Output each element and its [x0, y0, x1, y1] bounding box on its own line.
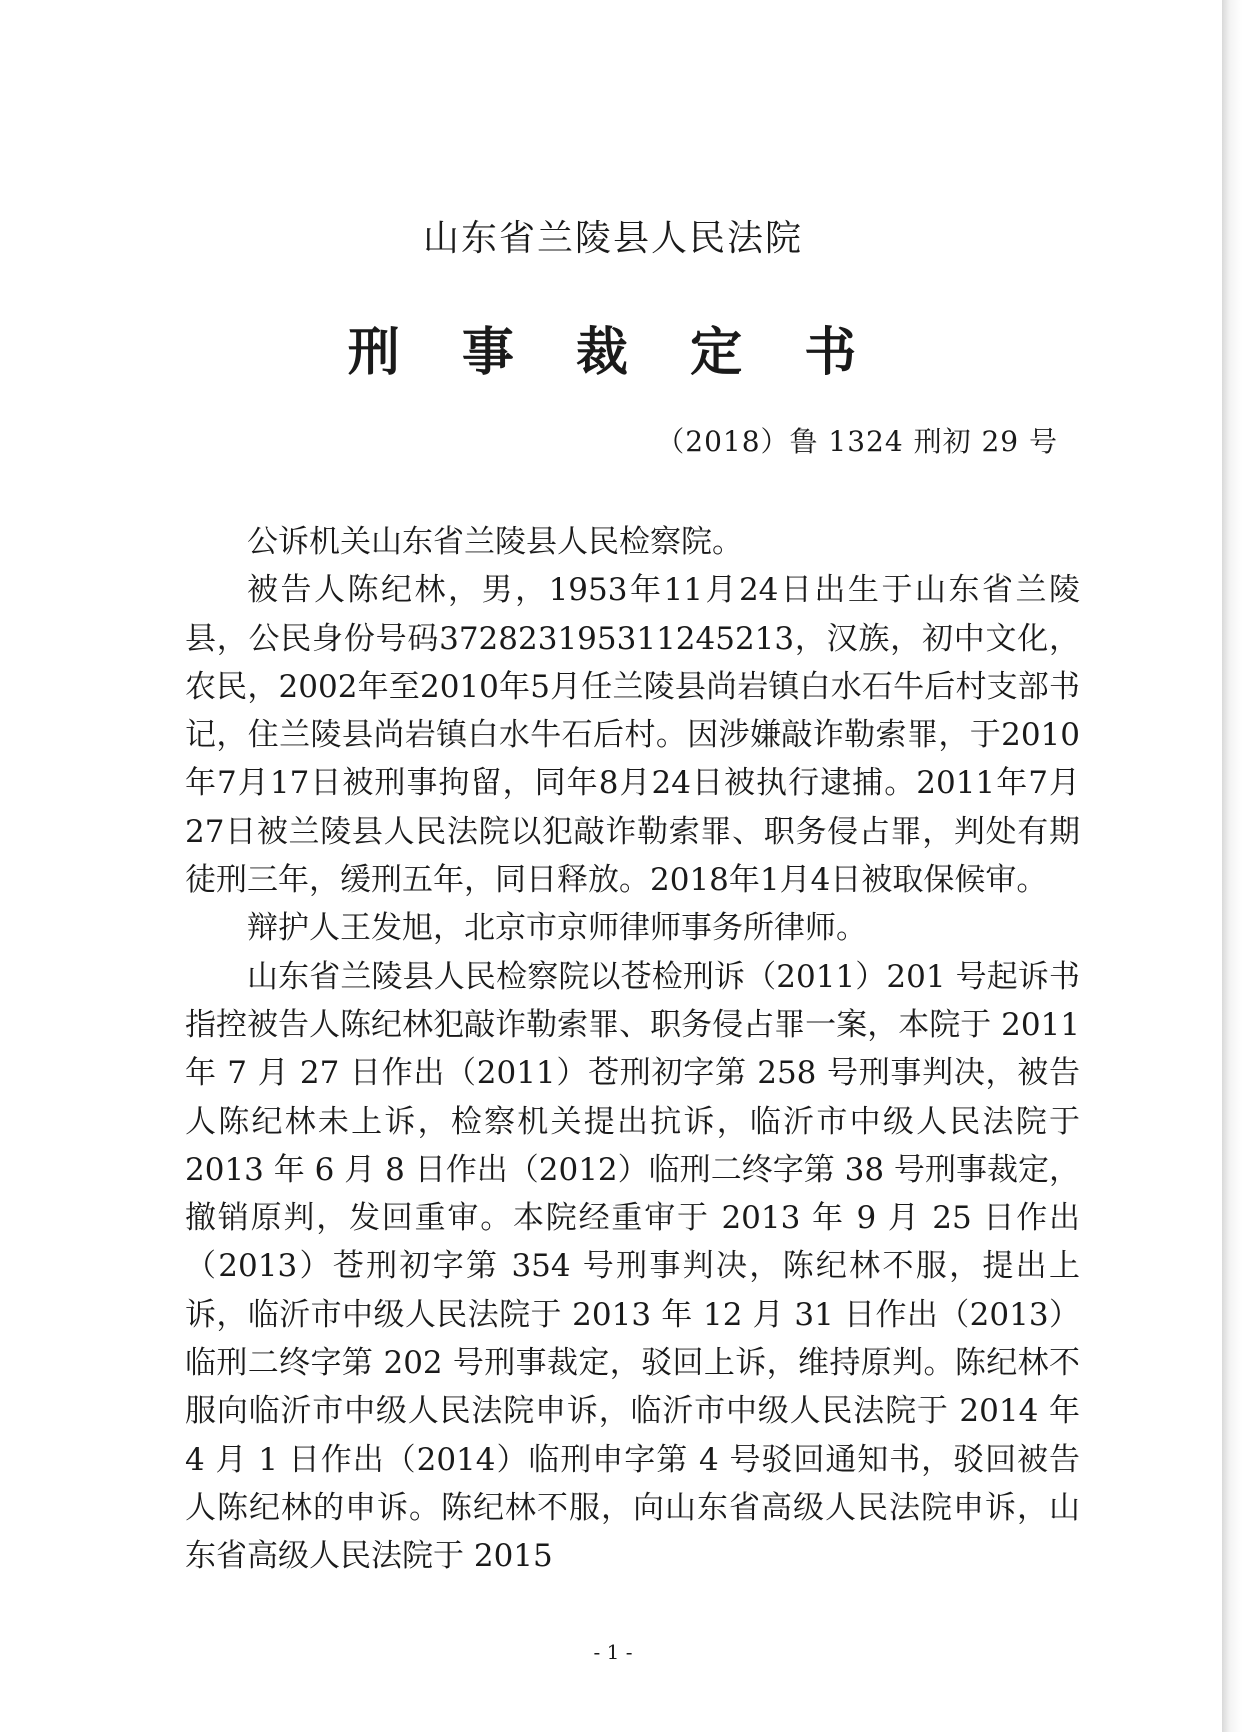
document-title: 刑 事 裁 定 书: [347, 322, 879, 383]
paragraph-defendant: 被告人陈纪林，男，1953年11月24日出生于山东省兰陵县，公民身份号码372823195311245213，汉族，初中文化，农民，2002年至2010年5月任兰陵县尚岩镇白水石牛后村支部书记，住兰陵县尚岩镇白水牛石后村。因涉嫌敲诈勒索罪，于2010年7月17日被刑事拘留，同年8月24日被执行逮捕。2011年7月27日被兰陵县人民法院以犯敲诈勒索罪、职务侵占罪，判处有期徒刑三年，缓刑五年，同日释放。2018年1月4日被取保候审。: [185, 572, 1080, 899]
case-number: （2018）鲁 1324 刑初 29 号: [656, 425, 1058, 458]
court-name: 山东省兰陵县人民法院: [422, 218, 803, 259]
paragraph-prosecutor: 公诉机关山东省兰陵县人民检察院。: [247, 524, 743, 560]
page-number: - 1 -: [593, 1640, 633, 1664]
paragraph-defender: 辩护人王发旭，北京市京师律师事务所律师。: [247, 910, 867, 947]
paragraph-case-history: 山东省兰陵县人民检察院以苍检刑诉（2011）201 号起诉书指控被告人陈纪林犯敲诈勒索罪、职务侵占罪一案，本院于 2011 年 7 月 27 日作出（2011）苍刑初字第 258 号刑事判决，被告人陈纪林未上诉，检察机关提出抗诉，临沂市中级人民法院于 2013 年 6 月 8 日作出（2012）临刑二终字第 38 号刑事裁定，撤销原判，发回重审。本院经重审于 2013 年 9 月 25 日作出（2013）苍刑初字第 354 号刑事判决，陈纪林不服，提出上诉，临沂市中级人民法院于 2013 年 12 月 31 日作出（2013）临刑二终字第 202 号刑事裁定，驳回上诉，维持原判。陈纪林不服向临沂市中级人民法院申诉，临沂市中级人民法院于 2014 年 4 月 1 日作出（2014）临刑申字第 4 号驳回通知书，驳回被告人陈纪林的申诉。陈纪林不服，向山东省高级人民法院申诉，山东省高级人民法院于 2015: [185, 958, 1080, 1575]
page-edge-shadow: [1222, 0, 1242, 1732]
document-body: [185, 518, 1080, 1581]
